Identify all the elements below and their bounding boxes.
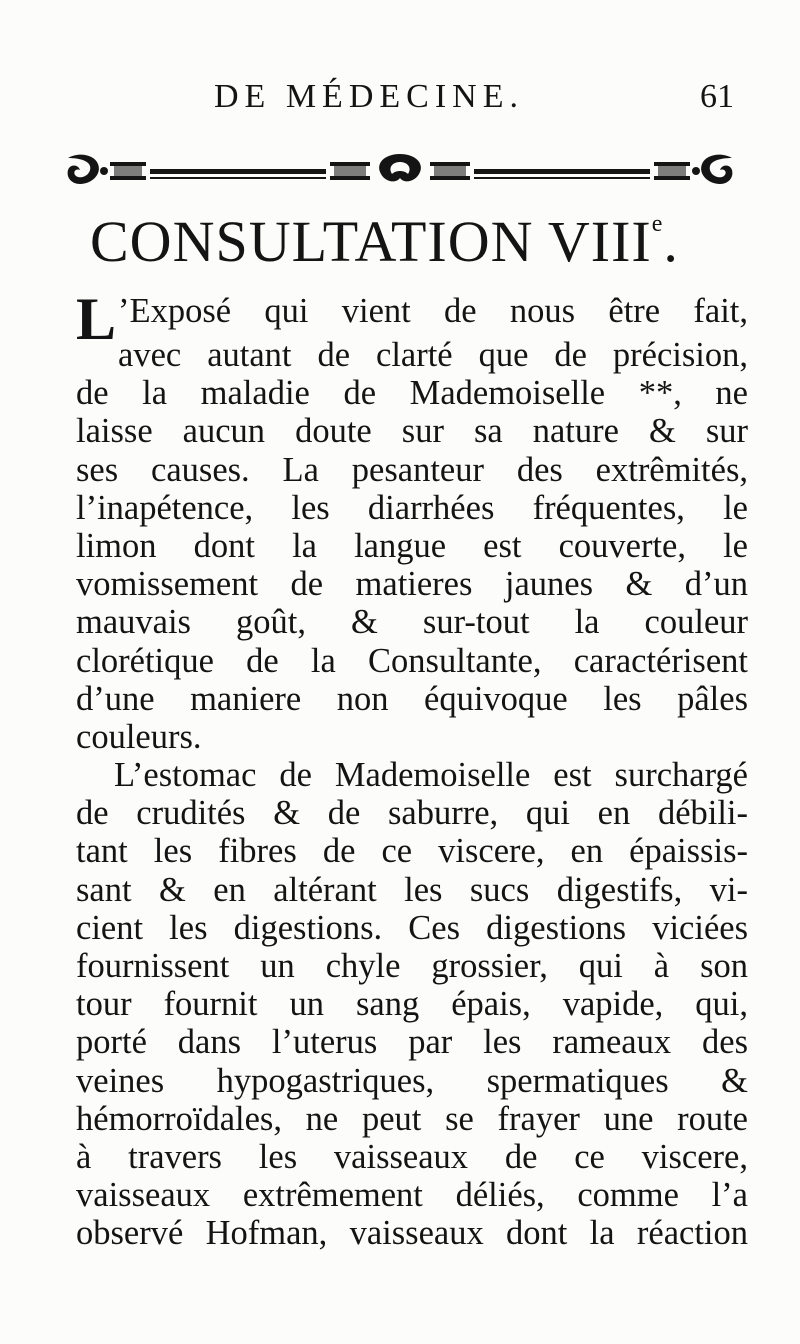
fleuron-rule-icon <box>64 150 736 192</box>
text-line: couleurs. <box>76 717 202 756</box>
running-head <box>200 78 760 124</box>
text-line: de crudités & de saburre, qui en débili- <box>76 794 748 833</box>
text-line: vomissement de matieres jaunes & d’un <box>76 565 748 604</box>
text-line: ses causes. La pesanteur des extrêmités, <box>76 450 748 489</box>
text-line: fournissent un chyle grossier, qui à son <box>76 947 748 985</box>
text-line: clorétique de la Consultante, caractérisent <box>76 641 748 680</box>
text-line: vaisseaux extrêmement déliés, comme l’a <box>76 1176 748 1215</box>
text-line: l’inapétence, les diarrhées fréquentes, le <box>76 488 748 527</box>
paragraph-2 <box>76 756 748 1252</box>
text-line: ’Exposé qui vient de nous être fait, <box>118 292 748 330</box>
consultation-heading: CONSULTATION VIIIe. <box>90 209 679 274</box>
text-line: hémorroïdales, ne peut se frayer une route <box>76 1099 748 1138</box>
text-line: tant les fibres de ce viscere, en épaissis- <box>76 832 748 871</box>
text-line: observé Hofman, vaisseaux dont la réaction <box>76 1214 748 1253</box>
text-line: de la maladie de Mademoiselle **, ne <box>76 374 748 413</box>
paragraph-1 <box>76 288 748 756</box>
text-line: d’une maniere non équivoque les pâles <box>76 679 748 718</box>
heading-ordinal-suffix: e <box>651 211 664 237</box>
text-line: veines hypogastriques, spermatiques & <box>76 1061 748 1100</box>
heading-title: CONSULTATION VIII <box>90 209 652 274</box>
text-line: L’estomac de Mademoiselle est surchargé <box>114 756 748 795</box>
text-line: avec autant de clarté que de précision, <box>118 336 748 374</box>
running-title: DE MÉDECINE. <box>214 78 524 115</box>
body-text <box>76 288 748 1253</box>
page-number: 61 <box>700 78 734 115</box>
text-line: à travers les vaisseaux de ce viscere, <box>76 1137 748 1176</box>
text-line: mauvais goût, & sur-tout la couleur <box>76 603 748 642</box>
drop-cap: L <box>76 286 117 352</box>
text-line: sant & en altérant les sucs digestifs, vi- <box>76 870 748 909</box>
text-line: porté dans l’uterus par les rameaux des <box>76 1023 748 1062</box>
text-line: limon dont la langue est couverte, le <box>76 526 748 565</box>
text-line: tour fournit un sang épais, vapide, qui, <box>76 985 748 1024</box>
text-line: laisse aucun doute sur sa nature & sur <box>76 412 748 451</box>
text-line: cient les digestions. Ces digestions viciées <box>76 908 748 947</box>
